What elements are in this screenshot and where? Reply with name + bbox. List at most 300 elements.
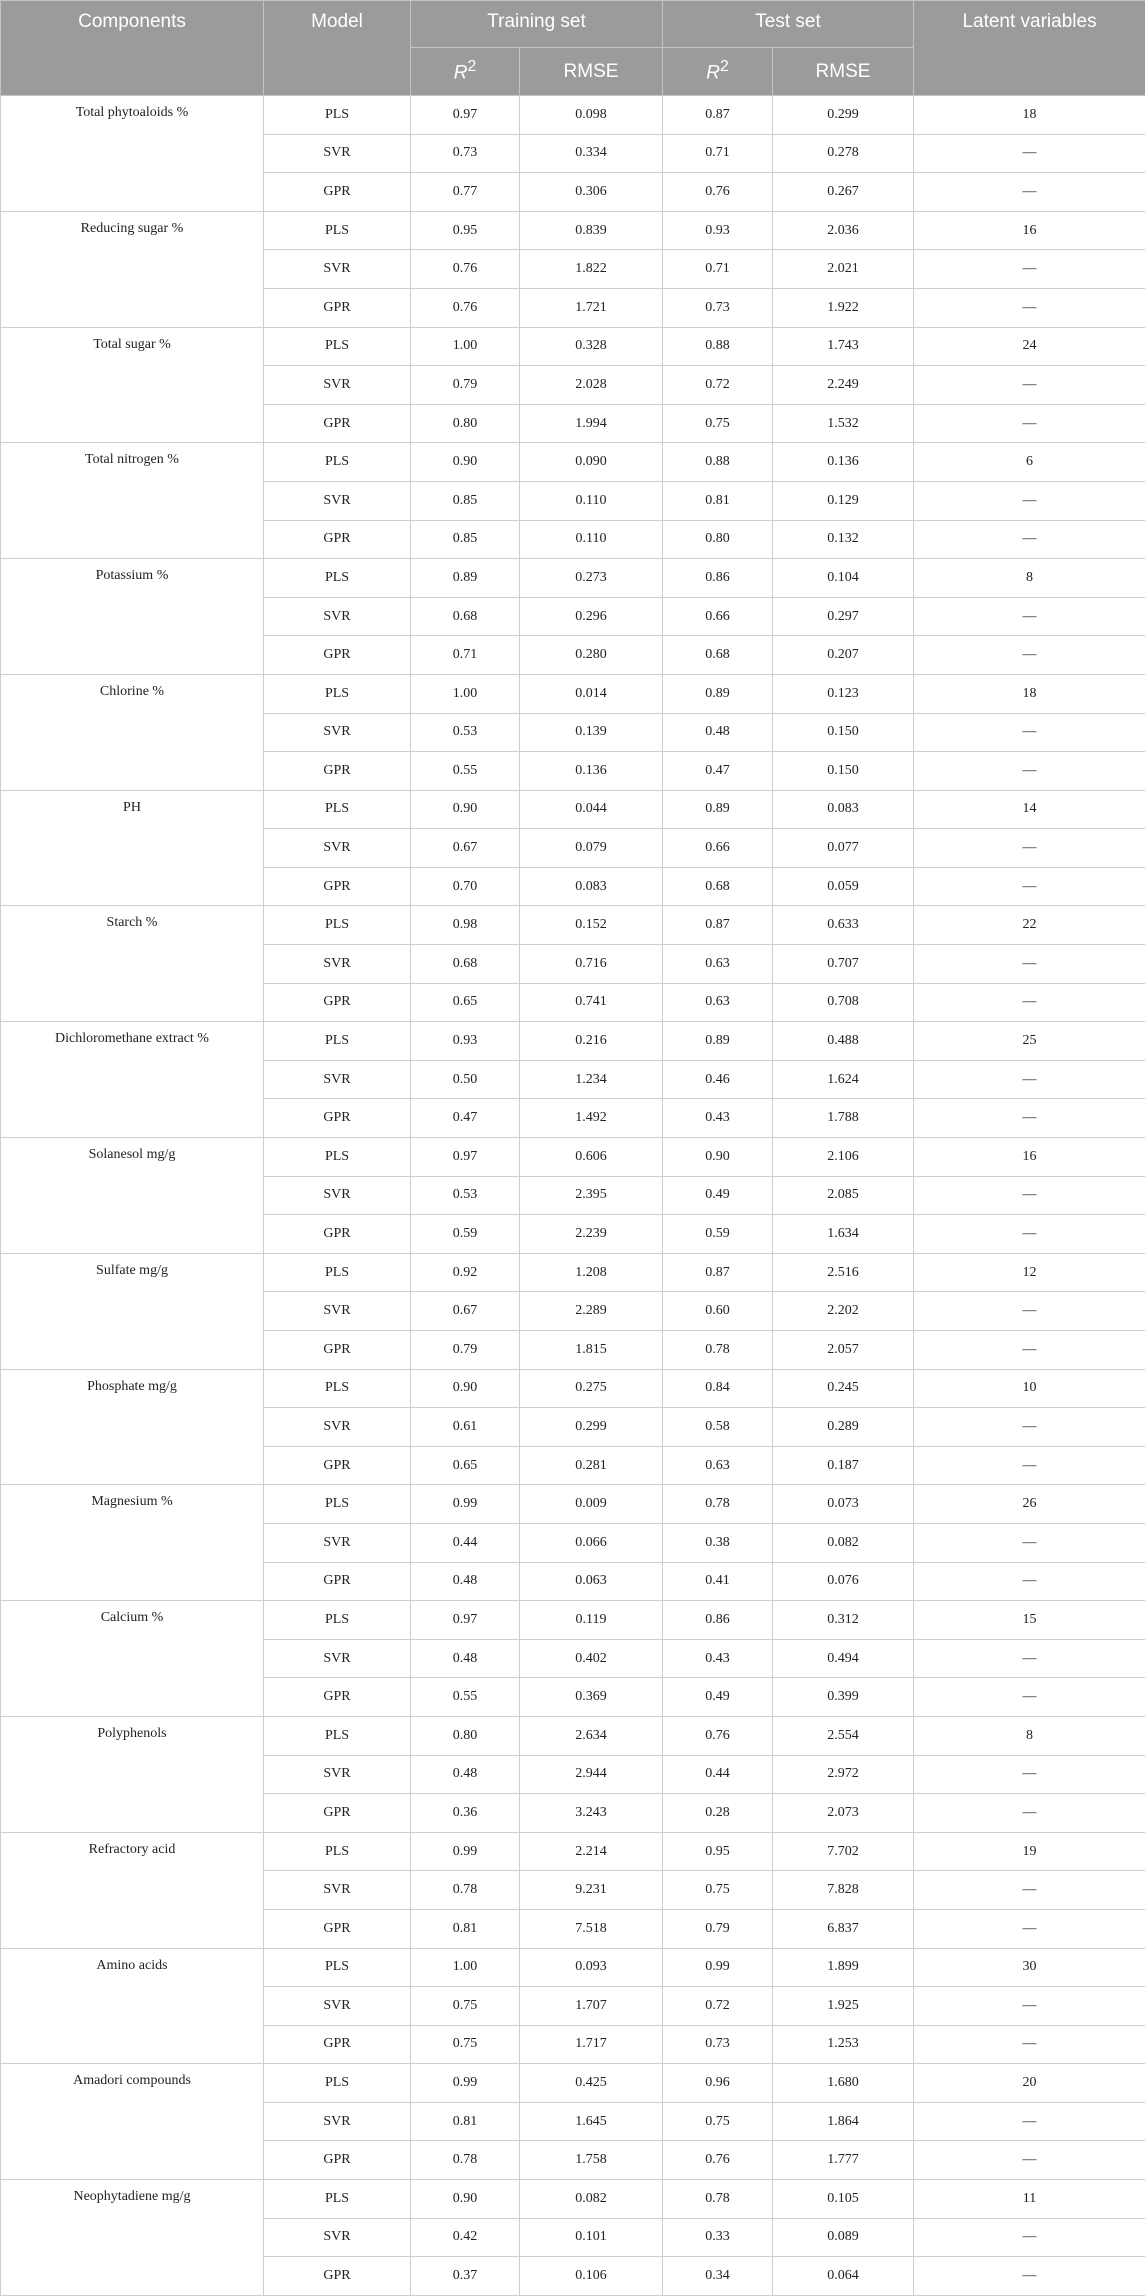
- component-cell: Phosphate mg/g: [1, 1369, 264, 1485]
- model-cell: PLS: [264, 1832, 411, 1871]
- test-r2-cell: 0.59: [663, 1215, 773, 1254]
- train-r2-cell: 0.90: [411, 790, 520, 829]
- train-r2-cell: 0.36: [411, 1794, 520, 1833]
- train-r2-cell: 0.37: [411, 2257, 520, 2296]
- test-r2-cell: 0.71: [663, 134, 773, 173]
- component-cell: Dichloromethane extract %: [1, 1022, 264, 1138]
- train-rmse-cell: 1.707: [520, 1987, 663, 2026]
- train-rmse-cell: 0.098: [520, 96, 663, 135]
- train-r2-cell: 0.99: [411, 1832, 520, 1871]
- train-rmse-cell: 0.119: [520, 1601, 663, 1640]
- latent-variables-cell: 8: [914, 559, 1145, 598]
- model-cell: PLS: [264, 2064, 411, 2103]
- train-rmse-cell: 0.425: [520, 2064, 663, 2103]
- train-rmse-cell: 2.395: [520, 1176, 663, 1215]
- table-row: [1, 1601, 1145, 1640]
- test-r2-cell: 0.88: [663, 443, 773, 482]
- train-rmse-cell: 0.093: [520, 1948, 663, 1987]
- latent-variables-cell: —: [914, 2102, 1145, 2141]
- latent-variables-cell: —: [914, 2025, 1145, 2064]
- train-r2-cell: 0.48: [411, 1639, 520, 1678]
- model-cell: GPR: [264, 867, 411, 906]
- model-cell: PLS: [264, 906, 411, 945]
- header-latent-variables: Latent variables: [914, 1, 1145, 96]
- test-rmse-cell: 0.207: [773, 636, 914, 675]
- header-components: Components: [1, 1, 264, 96]
- test-rmse-cell: 0.089: [773, 2218, 914, 2257]
- train-rmse-cell: 0.281: [520, 1446, 663, 1485]
- latent-variables-cell: —: [914, 1060, 1145, 1099]
- test-rmse-cell: 0.312: [773, 1601, 914, 1640]
- table-row: [1, 790, 1145, 829]
- train-rmse-cell: 0.082: [520, 2180, 663, 2219]
- train-rmse-cell: 0.716: [520, 945, 663, 984]
- latent-variables-cell: 20: [914, 2064, 1145, 2103]
- header-test-set: Test set: [663, 1, 914, 48]
- model-cell: SVR: [264, 829, 411, 868]
- model-cell: GPR: [264, 1099, 411, 1138]
- latent-variables-cell: —: [914, 1562, 1145, 1601]
- test-rmse-cell: 0.707: [773, 945, 914, 984]
- component-cell: Potassium %: [1, 559, 264, 675]
- test-r2-cell: 0.89: [663, 1022, 773, 1061]
- model-cell: SVR: [264, 1755, 411, 1794]
- test-r2-cell: 0.68: [663, 636, 773, 675]
- model-cell: SVR: [264, 1987, 411, 2026]
- model-cell: SVR: [264, 1871, 411, 1910]
- test-rmse-cell: 1.634: [773, 1215, 914, 1254]
- train-r2-cell: 0.90: [411, 2180, 520, 2219]
- latent-variables-cell: 10: [914, 1369, 1145, 1408]
- train-r2-cell: 0.99: [411, 1485, 520, 1524]
- latent-variables-cell: —: [914, 366, 1145, 405]
- test-rmse-cell: 0.064: [773, 2257, 914, 2296]
- test-r2-cell: 0.71: [663, 250, 773, 289]
- train-rmse-cell: 1.492: [520, 1099, 663, 1138]
- train-r2-cell: 0.75: [411, 2025, 520, 2064]
- train-rmse-cell: 0.079: [520, 829, 663, 868]
- latent-variables-cell: —: [914, 1176, 1145, 1215]
- train-rmse-cell: 2.944: [520, 1755, 663, 1794]
- test-r2-cell: 0.87: [663, 906, 773, 945]
- model-cell: SVR: [264, 2218, 411, 2257]
- table-row: [1, 1369, 1145, 1408]
- train-r2-cell: 0.68: [411, 945, 520, 984]
- latent-variables-cell: —: [914, 829, 1145, 868]
- train-rmse-cell: 0.110: [520, 520, 663, 559]
- table-row: [1, 1022, 1145, 1061]
- train-r2-cell: 0.78: [411, 2141, 520, 2180]
- model-cell: PLS: [264, 2180, 411, 2219]
- test-rmse-cell: 0.150: [773, 713, 914, 752]
- latent-variables-cell: —: [914, 1331, 1145, 1370]
- train-r2-cell: 0.93: [411, 1022, 520, 1061]
- latent-variables-cell: —: [914, 288, 1145, 327]
- test-r2-cell: 0.63: [663, 983, 773, 1022]
- model-cell: SVR: [264, 1292, 411, 1331]
- model-cell: GPR: [264, 173, 411, 212]
- component-cell: Chlorine %: [1, 674, 264, 790]
- latent-variables-cell: 11: [914, 2180, 1145, 2219]
- test-rmse-cell: 0.082: [773, 1523, 914, 1562]
- train-rmse-cell: 0.839: [520, 211, 663, 250]
- test-rmse-cell: 0.129: [773, 481, 914, 520]
- train-rmse-cell: 0.110: [520, 481, 663, 520]
- model-cell: PLS: [264, 443, 411, 482]
- component-cell: PH: [1, 790, 264, 906]
- model-cell: GPR: [264, 404, 411, 443]
- component-cell: Neophytadiene mg/g: [1, 2180, 264, 2296]
- model-cell: PLS: [264, 559, 411, 598]
- train-r2-cell: 0.71: [411, 636, 520, 675]
- table-row: [1, 1832, 1145, 1871]
- test-rmse-cell: 1.788: [773, 1099, 914, 1138]
- table-row: [1, 211, 1145, 250]
- train-r2-cell: 0.95: [411, 211, 520, 250]
- train-rmse-cell: 0.083: [520, 867, 663, 906]
- train-r2-cell: 0.97: [411, 96, 520, 135]
- test-r2-cell: 0.58: [663, 1408, 773, 1447]
- test-r2-cell: 0.99: [663, 1948, 773, 1987]
- model-cell: GPR: [264, 520, 411, 559]
- test-rmse-cell: 1.253: [773, 2025, 914, 2064]
- test-r2-cell: 0.46: [663, 1060, 773, 1099]
- train-rmse-cell: 9.231: [520, 1871, 663, 1910]
- latent-variables-cell: 16: [914, 211, 1145, 250]
- train-r2-cell: 0.89: [411, 559, 520, 598]
- latent-variables-cell: 15: [914, 1601, 1145, 1640]
- model-cell: SVR: [264, 1176, 411, 1215]
- test-r2-cell: 0.93: [663, 211, 773, 250]
- test-r2-cell: 0.79: [663, 1909, 773, 1948]
- test-r2-cell: 0.76: [663, 2141, 773, 2180]
- train-r2-cell: 0.42: [411, 2218, 520, 2257]
- table-row: [1, 2064, 1145, 2103]
- model-cell: GPR: [264, 983, 411, 1022]
- train-rmse-cell: 2.634: [520, 1716, 663, 1755]
- test-rmse-cell: 0.123: [773, 674, 914, 713]
- component-cell: Magnesium %: [1, 1485, 264, 1601]
- test-r2-cell: 0.47: [663, 752, 773, 791]
- table-row: [1, 1485, 1145, 1524]
- component-cell: Refractory acid: [1, 1832, 264, 1948]
- train-r2-cell: 1.00: [411, 1948, 520, 1987]
- train-r2-cell: 0.85: [411, 520, 520, 559]
- train-r2-cell: 0.61: [411, 1408, 520, 1447]
- train-rmse-cell: 0.334: [520, 134, 663, 173]
- train-r2-cell: 0.80: [411, 404, 520, 443]
- train-rmse-cell: 1.717: [520, 2025, 663, 2064]
- test-r2-cell: 0.75: [663, 2102, 773, 2141]
- table-row: [1, 1716, 1145, 1755]
- test-rmse-cell: 0.083: [773, 790, 914, 829]
- test-rmse-cell: 0.267: [773, 173, 914, 212]
- latent-variables-cell: 30: [914, 1948, 1145, 1987]
- table-row: [1, 327, 1145, 366]
- header-train-rmse: RMSE: [520, 48, 663, 96]
- table-row: [1, 96, 1145, 135]
- table-row: [1, 1138, 1145, 1177]
- train-rmse-cell: 0.299: [520, 1408, 663, 1447]
- latent-variables-cell: —: [914, 1099, 1145, 1138]
- train-r2-cell: 0.97: [411, 1601, 520, 1640]
- train-r2-cell: 0.78: [411, 1871, 520, 1910]
- test-rmse-cell: 0.289: [773, 1408, 914, 1447]
- model-cell: PLS: [264, 1253, 411, 1292]
- table-row: [1, 2180, 1145, 2219]
- header-training-set: Training set: [411, 1, 663, 48]
- train-rmse-cell: 1.721: [520, 288, 663, 327]
- test-rmse-cell: 0.297: [773, 597, 914, 636]
- latent-variables-cell: —: [914, 597, 1145, 636]
- component-cell: Amino acids: [1, 1948, 264, 2064]
- train-r2-cell: 0.67: [411, 829, 520, 868]
- test-r2-cell: 0.78: [663, 1485, 773, 1524]
- latent-variables-cell: —: [914, 1678, 1145, 1717]
- latent-variables-cell: —: [914, 481, 1145, 520]
- test-rmse-cell: 2.057: [773, 1331, 914, 1370]
- model-cell: SVR: [264, 597, 411, 636]
- test-r2-cell: 0.75: [663, 1871, 773, 1910]
- model-cell: GPR: [264, 1215, 411, 1254]
- test-r2-cell: 0.75: [663, 404, 773, 443]
- test-r2-cell: 0.48: [663, 713, 773, 752]
- train-r2-cell: 0.70: [411, 867, 520, 906]
- latent-variables-cell: —: [914, 1871, 1145, 1910]
- train-r2-cell: 0.48: [411, 1562, 520, 1601]
- latent-variables-cell: —: [914, 1755, 1145, 1794]
- train-r2-cell: 0.73: [411, 134, 520, 173]
- train-rmse-cell: 2.239: [520, 1215, 663, 1254]
- train-r2-cell: 0.79: [411, 1331, 520, 1370]
- train-r2-cell: 0.97: [411, 1138, 520, 1177]
- train-rmse-cell: 1.234: [520, 1060, 663, 1099]
- test-r2-cell: 0.72: [663, 1987, 773, 2026]
- model-cell: GPR: [264, 2257, 411, 2296]
- latent-variables-cell: —: [914, 752, 1145, 791]
- train-r2-cell: 0.47: [411, 1099, 520, 1138]
- model-cell: PLS: [264, 674, 411, 713]
- model-cell: SVR: [264, 1060, 411, 1099]
- latent-variables-cell: 16: [914, 1138, 1145, 1177]
- test-r2-cell: 0.44: [663, 1755, 773, 1794]
- component-cell: Total phytoaloids %: [1, 96, 264, 212]
- train-rmse-cell: 2.214: [520, 1832, 663, 1871]
- latent-variables-cell: —: [914, 636, 1145, 675]
- table-body: [1, 96, 1145, 2296]
- latent-variables-cell: —: [914, 867, 1145, 906]
- test-rmse-cell: 6.837: [773, 1909, 914, 1948]
- test-rmse-cell: 0.245: [773, 1369, 914, 1408]
- latent-variables-cell: —: [914, 1909, 1145, 1948]
- test-r2-cell: 0.66: [663, 829, 773, 868]
- test-rmse-cell: 0.150: [773, 752, 914, 791]
- latent-variables-cell: 18: [914, 96, 1145, 135]
- test-r2-cell: 0.89: [663, 790, 773, 829]
- test-rmse-cell: 2.036: [773, 211, 914, 250]
- train-rmse-cell: 0.090: [520, 443, 663, 482]
- latent-variables-cell: —: [914, 134, 1145, 173]
- test-rmse-cell: 0.105: [773, 2180, 914, 2219]
- table-row: [1, 1948, 1145, 1987]
- component-cell: Reducing sugar %: [1, 211, 264, 327]
- model-cell: SVR: [264, 2102, 411, 2141]
- test-r2-cell: 0.76: [663, 173, 773, 212]
- latent-variables-cell: —: [914, 1446, 1145, 1485]
- train-rmse-cell: 0.139: [520, 713, 663, 752]
- test-rmse-cell: 0.132: [773, 520, 914, 559]
- component-cell: Polyphenols: [1, 1716, 264, 1832]
- test-r2-cell: 0.81: [663, 481, 773, 520]
- latent-variables-cell: —: [914, 1639, 1145, 1678]
- header-test-r2: $R^2$: [663, 48, 773, 96]
- test-rmse-cell: 7.828: [773, 1871, 914, 1910]
- test-r2-cell: 0.86: [663, 1601, 773, 1640]
- train-r2-cell: 0.53: [411, 713, 520, 752]
- train-rmse-cell: 0.063: [520, 1562, 663, 1601]
- table-row: [1, 906, 1145, 945]
- latent-variables-cell: 6: [914, 443, 1145, 482]
- model-cell: PLS: [264, 1601, 411, 1640]
- train-r2-cell: 0.77: [411, 173, 520, 212]
- train-r2-cell: 0.81: [411, 1909, 520, 1948]
- component-cell: Solanesol mg/g: [1, 1138, 264, 1254]
- latent-variables-cell: —: [914, 2257, 1145, 2296]
- train-r2-cell: 0.44: [411, 1523, 520, 1562]
- test-r2-cell: 0.86: [663, 559, 773, 598]
- model-cell: GPR: [264, 1794, 411, 1833]
- latent-variables-cell: 14: [914, 790, 1145, 829]
- train-rmse-cell: 0.044: [520, 790, 663, 829]
- test-rmse-cell: 0.399: [773, 1678, 914, 1717]
- model-cell: GPR: [264, 1562, 411, 1601]
- model-cell: PLS: [264, 1369, 411, 1408]
- table-row: [1, 674, 1145, 713]
- latent-variables-cell: 25: [914, 1022, 1145, 1061]
- component-cell: Sulfate mg/g: [1, 1253, 264, 1369]
- train-rmse-cell: 0.014: [520, 674, 663, 713]
- train-rmse-cell: 1.645: [520, 2102, 663, 2141]
- model-cell: SVR: [264, 713, 411, 752]
- test-rmse-cell: 1.680: [773, 2064, 914, 2103]
- test-rmse-cell: 0.077: [773, 829, 914, 868]
- train-r2-cell: 0.79: [411, 366, 520, 405]
- component-cell: Calcium %: [1, 1601, 264, 1717]
- train-rmse-cell: 1.758: [520, 2141, 663, 2180]
- test-rmse-cell: 1.624: [773, 1060, 914, 1099]
- train-r2-cell: 0.90: [411, 443, 520, 482]
- test-r2-cell: 0.72: [663, 366, 773, 405]
- component-cell: Total nitrogen %: [1, 443, 264, 559]
- train-r2-cell: 0.81: [411, 2102, 520, 2141]
- model-cell: GPR: [264, 1331, 411, 1370]
- test-rmse-cell: 0.299: [773, 96, 914, 135]
- test-rmse-cell: 1.864: [773, 2102, 914, 2141]
- table-row: [1, 559, 1145, 598]
- latent-variables-cell: 26: [914, 1485, 1145, 1524]
- train-r2-cell: 0.59: [411, 1215, 520, 1254]
- latent-variables-cell: —: [914, 1215, 1145, 1254]
- test-r2-cell: 0.63: [663, 945, 773, 984]
- latent-variables-cell: —: [914, 520, 1145, 559]
- model-cell: PLS: [264, 96, 411, 135]
- header-model: Model: [264, 1, 411, 96]
- train-r2-cell: 0.99: [411, 2064, 520, 2103]
- latent-variables-cell: —: [914, 1523, 1145, 1562]
- train-r2-cell: 1.00: [411, 674, 520, 713]
- test-rmse-cell: 1.925: [773, 1987, 914, 2026]
- model-cell: GPR: [264, 2025, 411, 2064]
- test-rmse-cell: 2.106: [773, 1138, 914, 1177]
- train-rmse-cell: 0.136: [520, 752, 663, 791]
- test-r2-cell: 0.73: [663, 288, 773, 327]
- train-r2-cell: 0.50: [411, 1060, 520, 1099]
- train-rmse-cell: 1.822: [520, 250, 663, 289]
- model-cell: PLS: [264, 1485, 411, 1524]
- model-cell: SVR: [264, 1639, 411, 1678]
- test-r2-cell: 0.43: [663, 1639, 773, 1678]
- test-r2-cell: 0.49: [663, 1678, 773, 1717]
- model-cell: PLS: [264, 790, 411, 829]
- latent-variables-cell: —: [914, 1987, 1145, 2026]
- test-r2-cell: 0.78: [663, 2180, 773, 2219]
- train-rmse-cell: 2.289: [520, 1292, 663, 1331]
- table-row: [1, 443, 1145, 482]
- model-cell: PLS: [264, 1948, 411, 1987]
- model-cell: GPR: [264, 1909, 411, 1948]
- latent-variables-cell: —: [914, 2218, 1145, 2257]
- test-rmse-cell: 2.073: [773, 1794, 914, 1833]
- test-r2-cell: 0.60: [663, 1292, 773, 1331]
- component-cell: Amadori compounds: [1, 2064, 264, 2180]
- train-r2-cell: 0.67: [411, 1292, 520, 1331]
- test-rmse-cell: 1.532: [773, 404, 914, 443]
- test-r2-cell: 0.66: [663, 597, 773, 636]
- train-r2-cell: 0.65: [411, 983, 520, 1022]
- test-rmse-cell: 1.922: [773, 288, 914, 327]
- latent-variables-cell: —: [914, 1794, 1145, 1833]
- test-r2-cell: 0.96: [663, 2064, 773, 2103]
- test-rmse-cell: 2.085: [773, 1176, 914, 1215]
- test-rmse-cell: 0.708: [773, 983, 914, 1022]
- train-rmse-cell: 7.518: [520, 1909, 663, 1948]
- test-rmse-cell: 0.488: [773, 1022, 914, 1061]
- train-r2-cell: 0.80: [411, 1716, 520, 1755]
- test-rmse-cell: 1.777: [773, 2141, 914, 2180]
- latent-variables-cell: —: [914, 945, 1145, 984]
- test-r2-cell: 0.78: [663, 1331, 773, 1370]
- model-cell: GPR: [264, 288, 411, 327]
- train-rmse-cell: 1.815: [520, 1331, 663, 1370]
- train-r2-cell: 1.00: [411, 327, 520, 366]
- train-r2-cell: 0.55: [411, 1678, 520, 1717]
- train-rmse-cell: 0.009: [520, 1485, 663, 1524]
- test-rmse-cell: 0.136: [773, 443, 914, 482]
- train-rmse-cell: 0.066: [520, 1523, 663, 1562]
- latent-variables-cell: —: [914, 250, 1145, 289]
- train-rmse-cell: 0.152: [520, 906, 663, 945]
- latent-variables-cell: 18: [914, 674, 1145, 713]
- train-r2-cell: 0.92: [411, 1253, 520, 1292]
- latent-variables-cell: —: [914, 1408, 1145, 1447]
- test-rmse-cell: 0.633: [773, 906, 914, 945]
- train-rmse-cell: 0.106: [520, 2257, 663, 2296]
- model-cell: PLS: [264, 211, 411, 250]
- train-r2-cell: 0.68: [411, 597, 520, 636]
- train-r2-cell: 0.53: [411, 1176, 520, 1215]
- train-rmse-cell: 3.243: [520, 1794, 663, 1833]
- test-rmse-cell: 2.202: [773, 1292, 914, 1331]
